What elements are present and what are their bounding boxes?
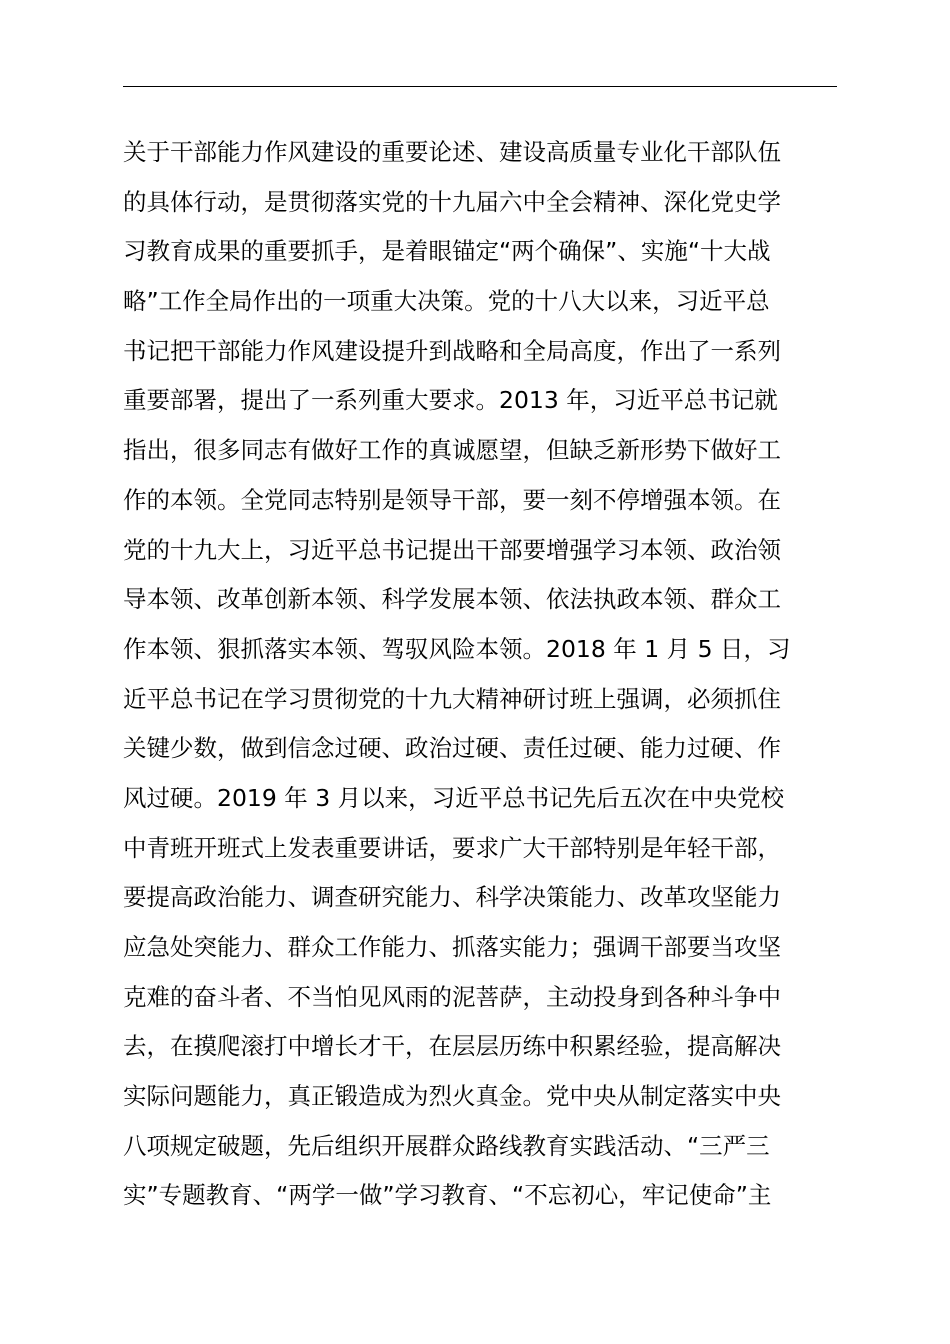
text-line: 要提高政治能力、调查研究能力、科学决策能力、改革攻坚能力 (123, 883, 781, 912)
text-line: 近平总书记在学习贯彻党的十九大精神研讨班上强调，必须抓住 (123, 684, 781, 713)
text-line: 党的十九大上，习近平总书记提出干部要增强学习本领、政治领 (123, 535, 781, 564)
body-text (123, 128, 843, 1221)
text-line: 的具体行动，是贯彻落实党的十九届六中全会精神、深化党史学 (123, 187, 781, 216)
text-line: 作的本领。全党同志特别是领导干部，要一刻不停增强本领。在 (123, 485, 781, 514)
text-line: 实际问题能力，真正锻造成为烈火真金。党中央从制定落实中央 (123, 1082, 781, 1111)
text-line: 导本领、改革创新本领、科学发展本领、依法执政本领、群众工 (123, 585, 781, 614)
text-line: 书记把干部能力作风建设提升到战略和全局高度，作出了一系列 (123, 336, 781, 365)
text-line: 实”专题教育、“两学一做”学习教育、“不忘初心，牢记使命”主 (123, 1181, 772, 1210)
text-line: 去，在摸爬滚打中增长才干，在层层历练中积累经验，提高解决 (123, 1032, 781, 1061)
text-line: 克难的奋斗者、不当怕见风雨的泥菩萨，主动投身到各种斗争中 (123, 982, 781, 1011)
text-line: 重要部署，提出了一系列重大要求。2013 年，习近平总书记就 (123, 386, 778, 415)
text-line: 指出，很多同志有做好工作的真诚愿望，但缺乏新形势下做好工 (123, 436, 781, 465)
text-line: 关于干部能力作风建设的重要论述、建设高质量专业化干部队伍 (123, 138, 781, 166)
text-line: 风过硬。2019 年 3 月以来，习近平总书记先后五次在中央党校 (123, 783, 785, 812)
text-line: 中青班开班式上发表重要讲话，要求广大干部特别是年轻干部， (123, 833, 781, 862)
header-rule (123, 86, 837, 87)
text-line: 应急处突能力、群众工作能力、抓落实能力；强调干部要当攻坚 (123, 933, 781, 961)
text-line: 八项规定破题，先后组织开展群众路线教育实践活动、“三严三 (123, 1131, 770, 1160)
text-line: 关键少数，做到信念过硬、政治过硬、责任过硬、能力过硬、作 (123, 734, 781, 763)
text-line: 习教育成果的重要抓手，是着眼锚定“两个确保”、实施“十大战 (123, 237, 771, 266)
text-line: 作本领、狠抓落实本领、驾驭风险本领。2018 年 1 月 5 日，习 (123, 634, 791, 663)
text-line: 略”工作全局作出的一项重大决策。党的十八大以来，习近平总 (123, 287, 770, 316)
